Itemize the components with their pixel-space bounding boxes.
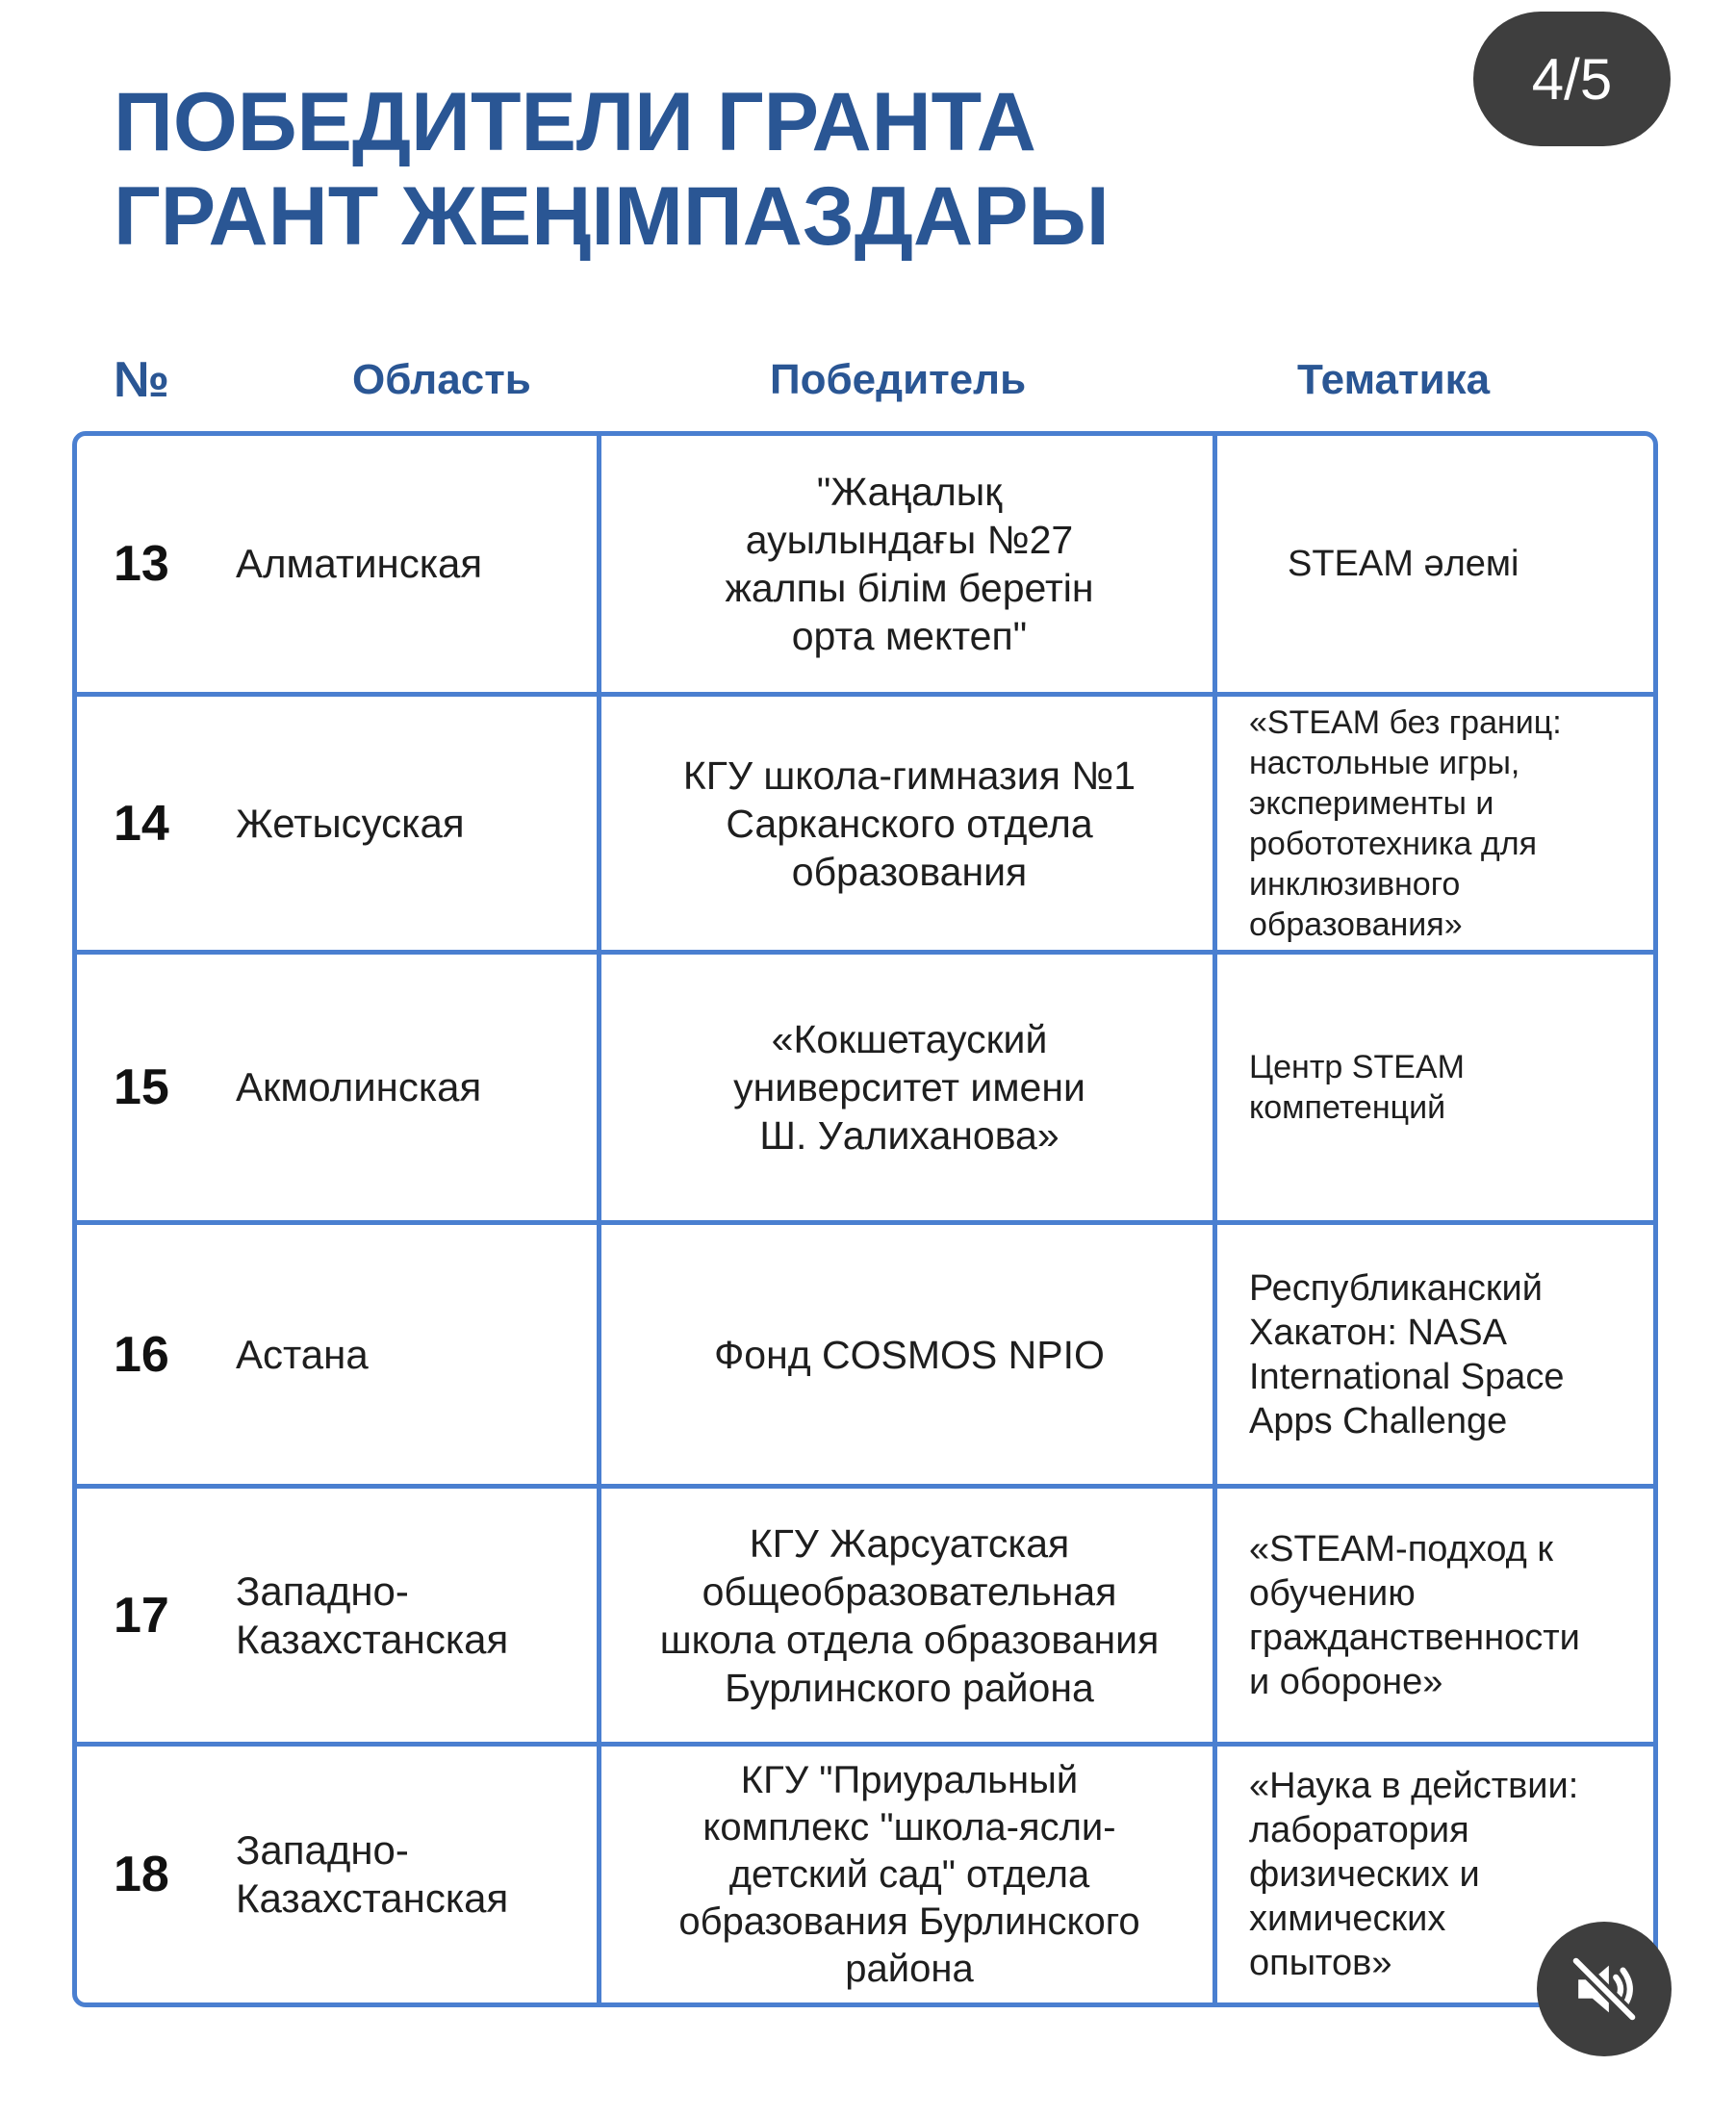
region-line: Казахстанская — [236, 1875, 509, 1921]
table-row — [77, 436, 1653, 692]
speaker-muted-icon — [1567, 1951, 1642, 2027]
row-winner: «Кокшетауский университет имени Ш. Уалиханова» — [733, 1017, 1085, 1158]
header-region: Область — [352, 356, 531, 403]
row-region — [236, 1225, 592, 1484]
row-topic: Республиканский Хакатон: NASA International Space Apps Challenge — [1249, 1267, 1565, 1441]
header-topic: Тематика — [1297, 356, 1491, 403]
header-num: № — [114, 352, 169, 408]
table-header — [0, 346, 1736, 414]
table-row — [77, 1747, 1653, 2002]
row-number: 14 — [114, 795, 169, 852]
row-topic: «STEAM-подход к обучению гражданственности и обороне» — [1249, 1528, 1580, 1702]
row-region — [236, 436, 592, 692]
table-row — [77, 1225, 1653, 1484]
row-number: 18 — [114, 1847, 169, 1902]
table-row — [77, 955, 1653, 1220]
region-line: Западно- — [236, 1827, 409, 1873]
row-number: 16 — [114, 1326, 169, 1383]
row-winner: Фонд COSMOS NPIO — [714, 1332, 1105, 1377]
title-line-kz: ГРАНТ ЖЕҢІМПАЗДАРЫ — [114, 170, 1110, 263]
title-line-ru: ПОБЕДИТЕЛИ ГРАНТА — [114, 76, 1036, 168]
row-topic: «Наука в действии: лаборатория физических и химических опытов» — [1249, 1766, 1579, 1983]
region-line: Акмолинская — [236, 1064, 482, 1110]
table-row — [77, 1489, 1653, 1742]
row-region — [236, 697, 592, 950]
row-winner: КГУ Жарсуатская общеобразовательная школа отдела образования Бурлинского района — [659, 1520, 1160, 1710]
row-number: 17 — [114, 1587, 169, 1644]
row-region — [236, 1489, 592, 1742]
page-indicator: 4/5 — [1473, 12, 1671, 146]
row-topic: Центр STEAM компетенций — [1249, 1049, 1465, 1126]
mute-button[interactable] — [1537, 1922, 1672, 2056]
region-line: Казахстанская — [236, 1616, 509, 1662]
row-winner: КГУ "Приуральный комплекс "школа-ясли- детский сад" отдела образования Бурлинского района — [678, 1758, 1140, 1990]
table-row — [77, 697, 1653, 950]
row-region — [236, 955, 592, 1220]
page-title — [114, 75, 1110, 264]
row-number: 13 — [114, 536, 169, 592]
topic-text: STEAM әлемі — [1288, 544, 1519, 584]
region-line: Астана — [236, 1331, 369, 1377]
row-winner: "Жаңалық ауылындағы №27 жалпы білім беретін орта мектеп" — [725, 470, 1094, 658]
row-region — [236, 1747, 592, 2002]
row-topic: «STEAM без границ: настольные игры, эксперименты и робототехника для инклюзивного образования» — [1249, 703, 1562, 943]
row-topic — [1249, 436, 1644, 692]
header-winner: Победитель — [770, 356, 1027, 403]
row-number: 15 — [114, 1059, 169, 1115]
region-line: Жетысуская — [236, 800, 465, 846]
region-line: Западно- — [236, 1568, 409, 1614]
region-line: Алматинская — [236, 541, 483, 586]
row-winner: КГУ школа-гимназия №1 Сарканского отдела образования — [682, 752, 1136, 894]
